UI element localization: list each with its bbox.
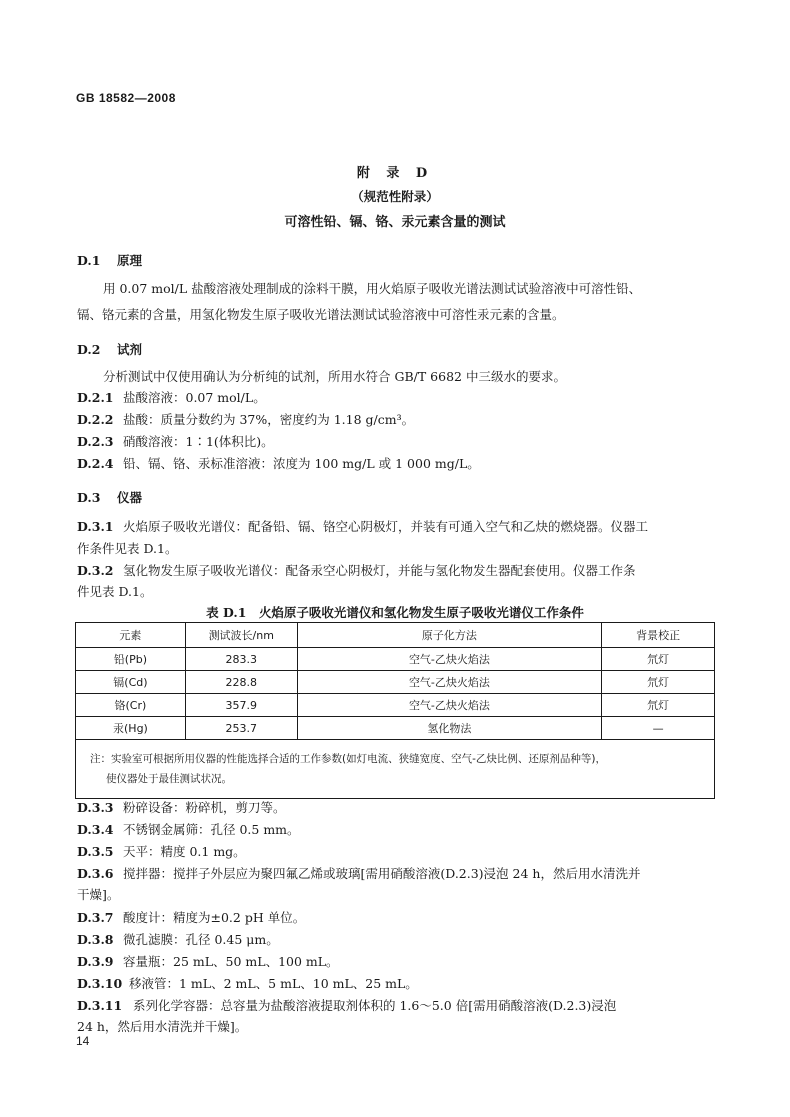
item-text: 系列化学容器：总容量为盐酸溶液提取剂体积的 1.6～5.0 倍[需用硝酸溶液(D.2.3)浸泡 xyxy=(133,998,617,1013)
page-number: 14 xyxy=(76,1034,90,1048)
section-title: 原理 xyxy=(117,253,143,268)
appendix-title: 附 录 D xyxy=(356,166,434,181)
section-heading-d3 xyxy=(77,488,142,506)
list-item xyxy=(77,796,717,820)
item-text: 铅、镉、铬、汞标准溶液：浓度为 100 mg/L 或 1 000 mg/L。 xyxy=(123,456,480,471)
section-heading-d1 xyxy=(77,251,142,269)
list-item-cont: 24 h，然后用水清洗并干燥]。 xyxy=(77,1019,248,1034)
paragraph-line: 镉、铬元素的含量，用氢化物发生原子吸收光谱法测试试验溶液中可溶性汞元素的含量。 xyxy=(77,307,565,322)
item-text: 搅拌器：搅拌子外层应为聚四氟乙烯或玻璃[需用硝酸溶液(D.2.3)浸泡 24 h，然后用水清洗并 xyxy=(123,866,641,881)
item-text: 容量瓶：25 mL、50 mL、100 mL。 xyxy=(123,954,339,969)
table-cell: 铬(Cr) xyxy=(76,694,186,717)
list-item xyxy=(77,906,717,930)
section-title: 试剂 xyxy=(117,342,143,357)
table-header-cell: 元素 xyxy=(76,623,186,648)
item-text: 盐酸溶液：0.07 mol/L。 xyxy=(123,390,266,405)
table-row xyxy=(76,648,715,671)
item-number: D.3.1 xyxy=(77,519,114,534)
table-row xyxy=(76,671,715,694)
table-cell: 镉(Cd) xyxy=(76,671,186,694)
section-number: D.2 xyxy=(77,342,101,357)
item-number: D.3.11 xyxy=(77,998,123,1013)
item-number: D.3.4 xyxy=(77,822,114,837)
item-number: D.2.1 xyxy=(77,390,114,405)
item-number: D.3.8 xyxy=(77,932,114,947)
section-number: D.1 xyxy=(77,253,101,268)
item-text: 不锈钢金属筛：孔径 0.5 mm。 xyxy=(123,822,300,837)
table-cell: 氘灯 xyxy=(602,648,715,671)
standard-code-header: GB 18582—2008 xyxy=(76,91,176,105)
table-cell: 283.3 xyxy=(185,648,297,671)
item-number: D.3.9 xyxy=(77,954,114,969)
table-cell: 空气-乙炔火焰法 xyxy=(297,648,601,671)
item-text: 火焰原子吸收光谱仪：配备铅、镉、铬空心阴极灯，并装有可通入空气和乙炔的燃烧器。仪器工 xyxy=(123,519,649,534)
item-number: D.2.3 xyxy=(77,434,114,449)
table-row xyxy=(76,694,715,717)
section-title: 仪器 xyxy=(117,490,143,505)
paragraph-line: 用 0.07 mol/L 盐酸溶液处理制成的涂料干膜，用火焰原子吸收光谱法测试试验溶液中可溶性铅、 xyxy=(103,281,642,296)
item-text: 盐酸：质量分数约为 37%，密度约为 1.18 g/cm³。 xyxy=(123,412,415,427)
appendix-type: （规范性附录） xyxy=(351,189,439,204)
list-item xyxy=(77,818,717,842)
list-item xyxy=(77,386,717,410)
note-line: 使仪器处于最佳测试状况。 xyxy=(106,773,232,785)
section-number: D.3 xyxy=(77,490,101,505)
item-text: 移液管：1 mL、2 mL、5 mL、10 mL、25 mL。 xyxy=(129,976,418,991)
table-cell: 253.7 xyxy=(185,717,297,740)
table-header-cell: 背景校正 xyxy=(602,623,715,648)
list-item xyxy=(77,950,717,974)
principle-paragraph xyxy=(77,276,717,302)
appendix-main-title: 可溶性铅、镉、铬、汞元素含量的测试 xyxy=(284,215,506,230)
principle-paragraph-cont xyxy=(77,302,717,328)
item-number: D.3.6 xyxy=(77,866,114,881)
table-cell: 汞(Hg) xyxy=(76,717,186,740)
table-caption: 表 D.1 火焰原子吸收光谱仪和氢化物发生原子吸收光谱仪工作条件 xyxy=(206,605,584,620)
list-item xyxy=(77,928,717,952)
item-text: 天平：精度 0.1 mg。 xyxy=(123,844,246,859)
item-text: 硝酸溶液：1∶1(体积比)。 xyxy=(123,434,274,449)
list-item xyxy=(77,452,717,476)
table-cell: 228.8 xyxy=(185,671,297,694)
item-number: D.3.2 xyxy=(77,563,114,578)
table-cell: 氘灯 xyxy=(602,671,715,694)
reagent-intro: 分析测试中仅使用确认为分析纯的试剂，所用水符合 GB/T 6682 中三级水的要求。 xyxy=(103,369,566,384)
item-number: D.3.7 xyxy=(77,910,114,925)
item-text: 微孔滤膜：孔径 0.45 μm。 xyxy=(123,932,279,947)
table-cell: 357.9 xyxy=(185,694,297,717)
instrument-conditions-table xyxy=(75,622,715,799)
table-row xyxy=(76,717,715,740)
table-cell: 铅(Pb) xyxy=(76,648,186,671)
item-text: 酸度计：精度为±0.2 pH 单位。 xyxy=(123,910,306,925)
item-number: D.2.4 xyxy=(77,456,114,471)
table-header-cell: 原子化方法 xyxy=(297,623,601,648)
list-item-cont: 干燥]。 xyxy=(77,887,120,902)
table-cell: — xyxy=(602,717,715,740)
table-header-row xyxy=(76,623,715,648)
item-text: 粉碎设备：粉碎机，剪刀等。 xyxy=(123,800,286,815)
list-item xyxy=(77,515,717,539)
section-heading-d2 xyxy=(77,340,142,358)
table-cell: 氘灯 xyxy=(602,694,715,717)
item-text: 氢化物发生原子吸收光谱仪：配备汞空心阴极灯，并能与氢化物发生器配套使用。仪器工作条 xyxy=(123,563,636,578)
list-item-cont: 件见表 D.1。 xyxy=(77,584,153,599)
table-note xyxy=(76,740,715,799)
list-item-cont: 作条件见表 D.1。 xyxy=(77,541,178,556)
table-cell: 氢化物法 xyxy=(297,717,601,740)
table-note-row xyxy=(76,740,715,799)
list-item xyxy=(77,408,717,432)
list-item xyxy=(77,430,717,454)
list-item xyxy=(77,840,717,864)
item-number: D.3.5 xyxy=(77,844,114,859)
note-line: 注：实验室可根据所用仪器的性能选择合适的工作参数(如灯电流、狭缝宽度、空气-乙炔比例、还原剂品种等)， xyxy=(90,753,606,765)
table-cell: 空气-乙炔火焰法 xyxy=(297,694,601,717)
table-cell: 空气-乙炔火焰法 xyxy=(297,671,601,694)
item-number: D.2.2 xyxy=(77,412,114,427)
table-header-cell: 测试波长/nm xyxy=(185,623,297,648)
item-number: D.3.3 xyxy=(77,800,114,815)
list-item xyxy=(77,972,717,996)
item-number: D.3.10 xyxy=(77,976,123,991)
